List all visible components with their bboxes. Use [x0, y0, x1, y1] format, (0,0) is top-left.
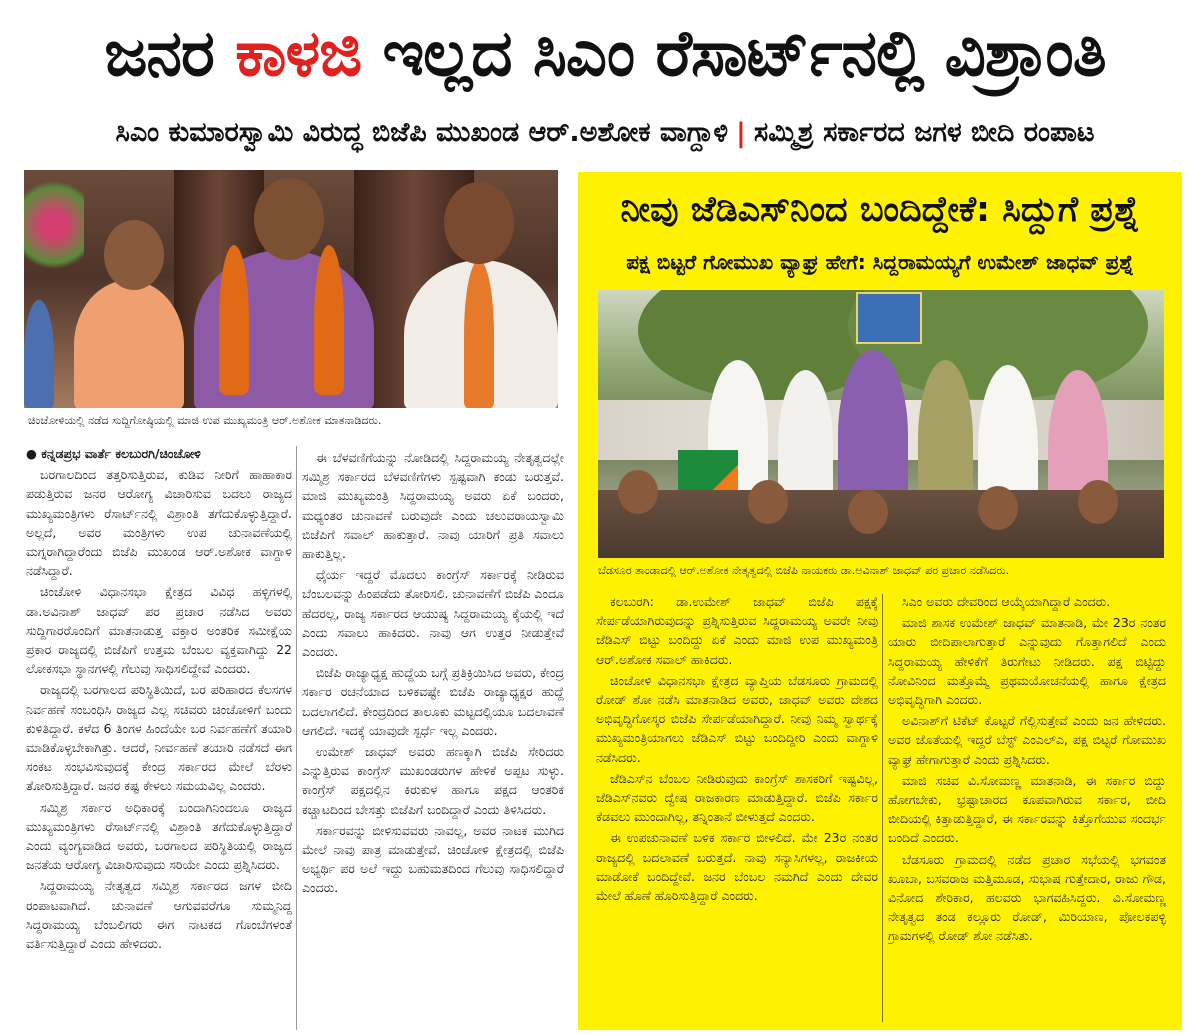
column-divider	[296, 446, 297, 1030]
left-story-paragraph: ಚಿಂಚೋಳಿ ವಿಧಾನಸಭಾ ಕ್ಷೇತ್ರದ ವಿವಿಧ ಹಳ್ಳಿಗಳಲ್ಲಿ ಡಾ.ಅವಿನಾಶ್ ಜಾಧವ್ ಪರ ಪ್ರಚಾರ ನಡೆಸಿದ ಅವರು ಸುದ್ದಿಗಾರರೊಂದಿಗೆ ಮಾತನಾಡುತ್ತ ವಕ್ತಾರ ಅಂತರಿಕ ಸಮೀಕ್ಷೆಯ ಪ್ರಕಾರ ರಾಜ್ಯದಲ್ಲಿ ಬಿಜೆಪಿಗೆ ಉತ್ತಮ ಬೆಂಬಲ ವ್ಯಕ್ತವಾಗಿದ್ದು 22 ಲೋಕಸಭಾ ಸ್ಥಾನಗಳಲ್ಲಿ ಗೆಲುವು ಸಾಧಿಸಲಿದ್ದೇವೆ ಎಂದರು.	[26, 584, 292, 677]
side-story-paragraph: ಸಿಎಂ ಅವರು ದೇವರಿಂದ ಆಯ್ಕೆಯಾಗಿದ್ದಾರೆ ಎಂದರು.	[902, 594, 1111, 609]
left-story-paragraph: ಈ ಬೆಳವಣಿಗೆಯನ್ನು ನೋಡಿದಲ್ಲಿ ಸಿದ್ದರಾಮಯ್ಯ ನೇತೃತ್ವದಲ್ಲೇ ಸಮ್ಮಿಶ್ರ ಸರ್ಕಾರದ ಬೆಳವಣಿಗೆಗಳು ಸ್ಪಷ್ಟವಾಗಿ ಕಂಡು ಬರುತ್ತವೆ. ಮಾಜಿ ಮುಖ್ಯಮಂತ್ರಿ ಸಿದ್ದರಾಮಯ್ಯ ಅವರು ಏಕೆ ಬಂದರು, ಮಧ್ಯಂತರ ಚುನಾವಣೆ ಬರುವುದೇ ಎಂದು ಚಲುವರಾಯಸ್ವಾಮಿ ಬಿಜೆಪಿಗೆ ಸವಾಲ್ ಹಾಕುತ್ತಾರೆ. ನಾವು ಯಾರಿಗೆ ಪ್ರತಿ ಸವಾಲು ಹಾಕುತ್ತಿಲ್ಲ.	[302, 450, 564, 562]
side-story-paragraph: ಜೆಡಿಎಸ್‌ನ ಬೆಂಬಲ ನೀಡಿರುವುದು ಕಾಂಗ್ರೆಸ್ ಶಾಸಕರಿಗೆ ಇಷ್ಟವಿಲ್ಲ, ಜೆಡಿಎಸ್‌ನವರು ದ್ವೇಷ ರಾಜಕಾರಣ ಮಾಡುತ್ತಿದ್ದಾರೆ. ಬಿಜೆಪಿ ಸರ್ಕಾರ ಕೆಡವಲು ಮುಂದಾಗಿಲ್ಲ, ತನ್ನಿಂತಾನೆ ಬೀಳುತ್ತದೆ ಎಂದರು.	[596, 770, 878, 825]
left-story-dateline: ● ಕನ್ನಡಪ್ರಭ ವಾರ್ತೆ ಕಲಬುರಗಿ/ಚಿಂಚೋಳಿ	[26, 446, 201, 461]
side-story-column-2	[888, 592, 1166, 1024]
right-photo-caption: ಬೆಡಸೂರ ತಾಂಡಾದಲ್ಲಿ ಆರ್.ಅಶೋಕ ನೇತೃತ್ವದಲ್ಲಿ ಬಿಜೆಪಿ ನಾಯಕರು ಡಾ.ಅವಿನಾಶ್ ಜಾಧವ್ ಪರ ಪ್ರಚಾರ ನಡೆಸಿದರು.	[598, 564, 1010, 577]
main-headline	[20, 10, 1190, 98]
rally-photo	[598, 290, 1164, 558]
side-story-headline: ನೀವು ಜೆಡಿಎಸ್‌ನಿಂದ ಬಂದಿದ್ದೇಕೆ: ಸಿದ್ದುಗೆ ಪ್ರಶ್ನೆ	[620, 190, 1140, 230]
left-story-column-1	[26, 444, 292, 1032]
side-story-box	[578, 172, 1182, 1030]
press-meet-photo	[24, 170, 558, 408]
side-story-paragraph: ಚಿಂಚೋಳಿ ವಿಧಾನಸಭಾ ಕ್ಷೇತ್ರದ ವ್ಯಾಪ್ತಿಯ ಬೆಡಸೂರು ಗ್ರಾಮದಲ್ಲಿ ರೋಡ್ ಶೋ ನಡೆಸಿ ಮಾತನಾಡಿದ ಅವರು, ಜಾಧವ್ ಅವರು ದೇಶದ ಅಭಿವೃದ್ಧಿಗೋಸ್ಕರ ಬಿಜೆಪಿ ಸೇರ್ಪಡೆಯಾಗಿದ್ದಾರೆ. ನೀವು ನಿಮ್ಮ ಸ್ವಾರ್ಥಕ್ಕೆ ಮುಖ್ಯಮಂತ್ರಿಯಾಗಲು ಜೆಡಿಎಸ್ ಬಿಟ್ಟು ಬಂದಿದ್ದೀರಿ ಎಂದು ವಾಗ್ದಾಳಿ ನಡೆಸಿದರು.	[596, 672, 878, 765]
left-story-paragraph: ಸಮ್ಮಿಶ್ರ ಸರ್ಕಾರ ಅಧಿಕಾರಕ್ಕೆ ಬಂದಾಗಿನಿಂದಲೂ ರಾಜ್ಯದ ಮುಖ್ಯಮಂತ್ರಿಗಳು ರೆಸಾರ್ಟ್‌ನಲ್ಲಿ ವಿಶ್ರಾಂತಿ ತಗೆದುಕೊಳ್ಳುತ್ತಿದ್ದಾರೆ ಎಂದು ವ್ಯಂಗ್ಯವಾಡಿದ ಅವರು, ಬರಗಾಲದ ಪರಿಸ್ಥಿತಿಯಲ್ಲಿ ರಾಜ್ಯದ ಜನತೆಯ ಆರೋಗ್ಯ ವಿಚಾರಿಸುವುದು ಸರಿಯೇ ಎಂದು ಪ್ರಶ್ನಿಸಿದರು.	[26, 799, 292, 873]
side-story-paragraph: ಮಾಜಿ ಶಾಸಕ ಉಮೇಶ್ ಜಾಧವ್ ಮಾತನಾಡಿ, ಮೇ 23ರ ನಂತರ ಯಾರು ಬೀದಿಪಾಲಾಗುತ್ತಾರೆ ಎನ್ನುವುದು ಗೊತ್ತಾಗಲಿದೆ ಎಂದು ಸಿದ್ದರಾಮಯ್ಯ ಹೇಳಿಕೆಗೆ ತಿರುಗೇಟು ನೀಡಿದರು. ಪಕ್ಷ ಬಿಟ್ಟಿದ್ದು ನೋವಿನಿಂದ ಮತ್ತೊಮ್ಮೆ ಪ್ರಥಮಯೋಚನೆಯಲ್ಲಿ ಹಾಗೂ ಕ್ಷೇತ್ರದ ಅಭಿವೃದ್ಧಿಗಾಗಿ ಎಂದರು.	[888, 615, 1166, 708]
subhead-left: ಸಿಎಂ ಕುಮಾರಸ್ವಾಮಿ ವಿರುದ್ಧ ಬಿಜೆಪಿ ಮುಖಂಡ ಆರ್.ಅಶೋಕ ವಾಗ್ದಾಳಿ	[115, 117, 729, 148]
side-story-paragraph: ಮಾಜಿ ಸಚಿವ ವಿ.ಸೋಮಣ್ಣ ಮಾತನಾಡಿ, ಈ ಸರ್ಕಾರ ಬಿದ್ದು ಹೋಗಬೇಕು, ಭ್ರಷ್ಟಾಚಾರದ ಕೂಪವಾಗಿರುವ ಸರ್ಕಾರ, ಬೀದಿ ಬೀದಿಯಲ್ಲಿ ಕಿತ್ತಾಡುತ್ತಿದ್ದಾರೆ, ಈ ಸರ್ಕಾರವನ್ನು ಕಿತ್ತೊಗೆಯುವ ಸಂದರ್ಭ ಬಂದಿದೆ ಎಂದರು.	[888, 772, 1166, 846]
column-divider	[882, 594, 883, 1022]
side-story-column-1	[596, 592, 878, 1024]
side-story-subheadline: ಪಕ್ಷ ಬಿಟ್ಟರೆ ಗೋಮುಖ ವ್ಯಾಘ್ರ ಹೇಗೆ: ಸಿದ್ದರಾಮಯ್ಯಗೆ ಉಮೇಶ್ ಜಾಧವ್ ಪ್ರಶ್ನೆ	[626, 250, 1134, 274]
left-story-paragraph: ಧೈರ್ಯ ಇದ್ದರೆ ಮೊದಲು ಕಾಂಗ್ರೆಸ್ ಸರ್ಕಾರಕ್ಕೆ ನೀಡಿರುವ ಬೆಂಬಲವನ್ನು ಹಿಂಪಡೆದು ತೋರಿಸಲಿ. ಚುನಾವಣೆಗೆ ಬಿಜೆಪಿ ಎಂದೂ ಹೆದರಲ್ಲ, ರಾಜ್ಯ ಸರ್ಕಾರದ ಆಯುಷ್ಯ ಸಿದ್ದರಾಮಯ್ಯ ಕೈಯಲ್ಲಿ ಇದೆ ಎಂದು ಸವಾಲು ಹಾಕಿದರು. ನಾವು ಆಗ ಉತ್ತರ ನೀಡುತ್ತೇವೆ ಎಂದರು.	[302, 567, 564, 660]
left-story-paragraph: ಬರಗಾಲದಿಂದ ತತ್ತರಿಸುತ್ತಿರುವ, ಕುಡಿವ ನೀರಿಗೆ ಹಾಹಾಕಾರ ಪಡುತ್ತಿರುವ ಜನರ ಆರೋಗ್ಯ ವಿಚಾರಿಸುವ ಬದಲು ರಾಜ್ಯದ ಮುಖ್ಯಮಂತ್ರಿಗಳು ರೆಸಾರ್ಟ್‌ನಲ್ಲಿ ವಿಶ್ರಾಂತಿ ತಗೆದುಕೊಳ್ಳುತ್ತಿದ್ದಾರೆ. ಅಲ್ಲದೆ, ಅವರ ಮಂತ್ರಿಗಳು ಉಪ ಚುನಾವಣೆಯಲ್ಲಿ ಮಗ್ನರಾಗಿದ್ದಾರೆಂದು ಬಿಜೆಪಿ ಮುಖಂಡ ಆರ್.ಅಶೋಕ ವಾಗ್ದಾಳಿ ನಡೆಸಿದ್ದಾರೆ.	[26, 467, 292, 579]
headline-part2: ಇಲ್ಲದ ಸಿಎಂ ರೆಸಾರ್ಟ್‌ನಲ್ಲಿ ವಿಶ್ರಾಂತಿ	[382, 17, 1106, 91]
side-story-paragraph: ಈ ಉಪಚುನಾವಣೆ ಬಳಿಕ ಸರ್ಕಾರ ಬೀಳಲಿದೆ. ಮೇ 23ರ ನಂತರ ರಾಜ್ಯದಲ್ಲಿ ಬದಲಾವಣೆ ಬರುತ್ತದೆ. ನಾವು ಸನ್ಯಾಸಿಗಳಲ್ಲ, ರಾಜಕೀಯ ಮಾಡೋಕೆ ಬಂದಿದ್ದೇವೆ. ಜನರ ಬೆಂಬಲ ನಮಗಿದೆ ಎಂದು ದೇವರ ಮೇಲೆ ಹೊಣೆ ಹೊರಿಸುತ್ತಿದ್ದಾರೆ ಎಂದರು.	[596, 830, 878, 904]
side-story-paragraph: ಬೆಡಸೂರು ಗ್ರಾಮದಲ್ಲಿ ನಡೆದ ಪ್ರಚಾರ ಸಭೆಯಲ್ಲಿ ಭಗವಂತ ಖೂಬಾ, ಬಸವರಾಜ ಮತ್ತಿಮೂಡ, ಸುಭಾಷ ಗುತ್ತೇದಾರ, ರಾಜು ಗೌಡ, ವಿನೋದ ಶೇರಿಕಾರ, ಹಲವರು ಭಾಗವಹಿಸಿದ್ದರು. ವಿ.ಸೋಮಣ್ಣ ನೇತೃತ್ವದ ತಂಡ ಕಲ್ಲೂರು ರೋಡ್, ಮಿರಿಯಾಣ, ಪೋಲಕಪಳ್ಳಿ ಗ್ರಾಮಗಳಲ್ಲಿ ರೋಡ್ ಶೋ ನಡೆಸಿತು.	[888, 851, 1166, 944]
side-story-paragraph: ಅವಿನಾಶ್‌ಗೆ ಟಿಕೆಟ್ ಕೊಟ್ಟರೆ ಗೆಲ್ಲಿಸುತ್ತೇವೆ ಎಂದು ಜನ ಹೇಳಿದರು. ಅವರ ಜೊತೆಯಲ್ಲಿ ಇದ್ದರೆ ಬೆಸ್ಟ್ ಎಂಎಲ್‌ಎ, ಪಕ್ಷ ಬಿಟ್ಟರೆ ಗೋಮುಖ ವ್ಯಾಘ್ರ ಹೇಗಾಗುತ್ತಾರೆ ಎಂದು ಪ್ರಶ್ನಿಸಿದರು.	[888, 713, 1166, 767]
side-story-paragraph: ಕಲಬುರಗಿ: ಡಾ.ಉಮೇಶ್ ಜಾಧವ್ ಬಿಜೆಪಿ ಪಕ್ಷಕ್ಕೆ ಸೇರ್ಪಡೆಯಾಗಿರುವುದನ್ನು ಪ್ರಶ್ನಿಸುತ್ತಿರುವ ಸಿದ್ದರಾಮಯ್ಯ ಅವರೇ ನೀವು ಜೆಡಿಎಸ್ ಬಿಟ್ಟು ಬಂದಿದ್ದು ಏಕೆ ಎಂದು ಮಾಜಿ ಉಪ ಮುಖ್ಯಮಂತ್ರಿ ಆರ್.ಅಶೋಕ ಸವಾಲ್ ಹಾಕಿದರು.	[596, 594, 878, 667]
left-story-paragraph: ರಾಜ್ಯದಲ್ಲಿ ಬರಗಾಲದ ಪರಿಸ್ಥಿತಿಯಿದೆ, ಬರ ಪರಿಹಾರದ ಕೆಲಸಗಳ ನಿರ್ವಹಣೆ ಸಂಬಂಧಿಸಿ ರಾಜ್ಯದ ಎಲ್ಲ ಸಚಿವರು ಚಿಂಚೋಳಿಗೆ ಬಂದು ಕುಳಿತಿದ್ದಾರೆ. ಕಳೆದ 6 ತಿಂಗಳ ಹಿಂದೆಯೇ ಬರ ನಿರ್ವಹಣೆಗೆ ತಯಾರಿ ಮಾಡಿಕೊಳ್ಳಬೇಕಾಗಿತ್ತು. ಆದರೆ, ನೀರ್ವಹಣೆ ತಯಾರಿ ನಡೆಸದೆ ಈಗ ಸಂಕಟ ಸಂಭವಿಸುವುದಕ್ಕೆ ಕೇಂದ್ರ ಸರ್ಕಾರದ ಮೇಲೆ ಬೆರಳು ತೋರಿಸುತ್ತಿದ್ದಾರೆ. ಜನರ ಕಷ್ಟ ಕೇಳಲು ಸಮಯವಿಲ್ಲ ಎಂದರು.	[26, 682, 292, 794]
left-story-paragraph: ಸಿದ್ದರಾಮಯ್ಯ ನೇತೃತ್ವದ ಸಮ್ಮಿಶ್ರ ಸರ್ಕಾರದ ಜಗಳ ಬೀದಿ ರಂಪಾಟವಾಗಿದೆ. ಚುನಾವಣೆ ಆಗುವವರೆಗೂ ಸುಮ್ಮನಿದ್ದ ಸಿದ್ದರಾಮಯ್ಯ ಬೆಂಬಲಿಗರು ಈಗ ನಾಟಕದ ಗೊಂಬೆಗಳಂತೆ ವರ್ತಿಸುತ್ತಿದ್ದಾರೆ ಎಂದು ಹೇಳಿದರು.	[26, 878, 292, 952]
left-photo-caption: ಚಿಂಚೋಳಿಯಲ್ಲಿ ನಡೆದ ಸುದ್ದಿಗೋಷ್ಠಿಯಲ್ಲಿ ಮಾಜಿ ಉಪ ಮುಖ್ಯಮಂತ್ರಿ ಆರ್.ಅಶೋಕ ಮಾತನಾಡಿದರು.	[28, 414, 382, 427]
banner-image	[856, 292, 922, 344]
subhead-separator: |	[736, 117, 746, 149]
main-subheadline	[20, 110, 1190, 156]
left-story-paragraph: ಬಿಜೆಪಿ ರಾಜ್ಯಾಧ್ಯಕ್ಷ ಹುದ್ದೆಯ ಬಗ್ಗೆ ಪ್ರತಿಕ್ರಿಯಿಸಿದ ಅವರು, ಕೇಂದ್ರ ಸರ್ಕಾರ ರಚನೆಯಾದ ಬಳಿಕವಷ್ಟೇ ಬಿಜೆಪಿ ರಾಜ್ಯಾಧ್ಯಕ್ಷರ ಹುದ್ದೆ ಬದಲಾಗಲಿದೆ. ಕೇಂದ್ರದಿಂದ ತಾಲೂಕು ಮಟ್ಟದಲ್ಲಿಯೂ ಬದಲಾವಣೆ ಆಗಲಿದೆ. ಇದಕ್ಕೆ ಯಾವುದೇ ಸ್ಪರ್ಧೆ ಇಲ್ಲ ಎಂದರು.	[302, 665, 564, 738]
subhead-right: ಸಮ್ಮಿಶ್ರ ಸರ್ಕಾರದ ಜಗಳ ಬೀದಿ ರಂಪಾಟ	[753, 117, 1095, 148]
headline-part1: ಜನರ	[104, 17, 214, 91]
headline-highlight: ಕಾಳಜಿ	[235, 17, 362, 91]
left-story-paragraph: ಸರ್ಕಾರವನ್ನು ಬೀಳಿಸುವವರು ನಾವಲ್ಲ, ಅವರ ನಾಟಕ ಮುಗಿದ ಮೇಲೆ ನಾವು ಪಾತ್ರ ಮಾಡುತ್ತೇವೆ. ಚಿಂಚೋಳಿ ಕ್ಷೇತ್ರದಲ್ಲಿ ಬಿಜೆಪಿ ಅಭ್ಯರ್ಥಿ ಪರ ಅಲೆ ಇದ್ದು ಬಹುಮತದಿಂದ ಗೆಲುವು ಸಾಧಿಸಲಿದ್ದಾರೆ ಎಂದರು.	[302, 822, 564, 896]
left-story-column-2	[302, 448, 564, 1032]
left-story-paragraph: ಉಮೇಶ್ ಜಾಧವ್ ಅವರು ಹಣಕ್ಕಾಗಿ ಬಿಜೆಪಿ ಸೇರಿದರು ಎನ್ನುತ್ತಿರುವ ಕಾಂಗ್ರೆಸ್ ಮುಖಂಡರುಗಳ ಹೇಳಿಕೆ ಅಪ್ಪಟ ಸುಳ್ಳು. ಕಾಂಗ್ರೆಸ್ ಪಕ್ಷದಲ್ಲಿನ ಕಿರುಕುಳ ಹಾಗೂ ಪಕ್ಷದ ಆಂತರಿಕ ಕಚ್ಚಾಟದಿಂದ ಬೇಸತ್ತು ಬಿಜೆಪಿಗೆ ಬಂದಿದ್ದಾರೆ ಎಂದು ತಿಳಿಸಿದರು.	[302, 744, 564, 817]
